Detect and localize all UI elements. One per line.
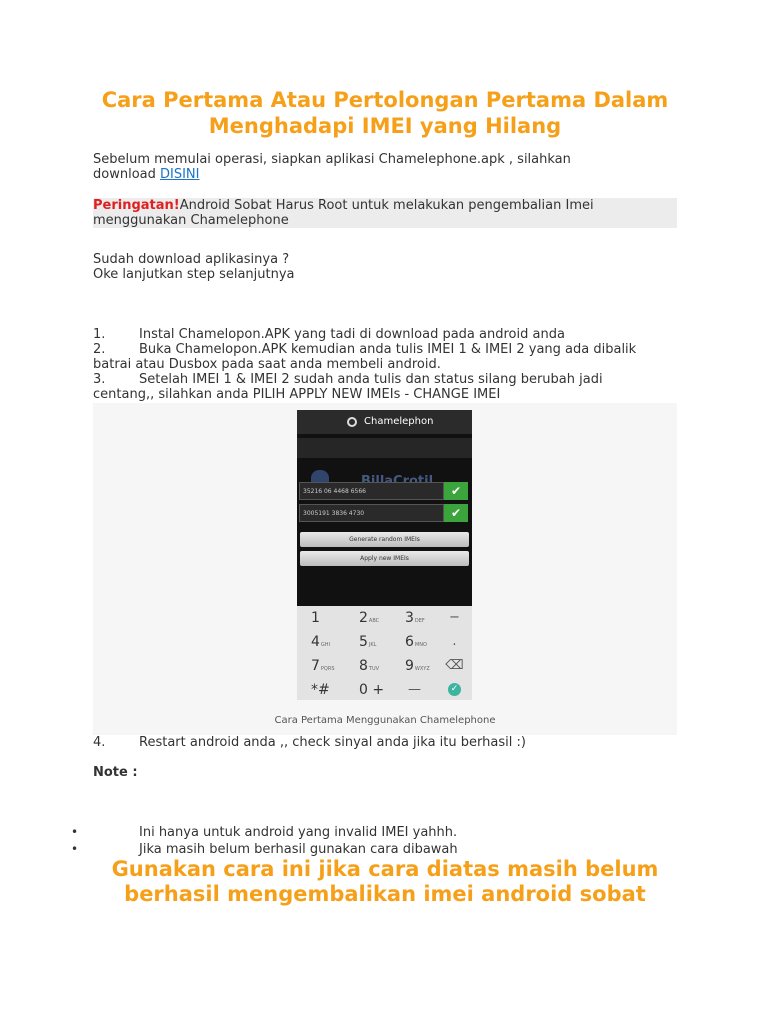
intro-text: Sebelum memulai operasi, siapkan aplikasi Chamelephone.apk , silahkan xyxy=(93,152,571,167)
warning-text-2: menggunakan Chamelephone xyxy=(93,213,289,228)
bullet-text: Jika masih belum berhasil gunakan cara dibawah xyxy=(139,842,458,857)
download-link[interactable]: DISINI xyxy=(160,167,200,182)
key-9: 9WXYZ xyxy=(405,658,430,674)
done-icon: ✓ xyxy=(433,678,472,700)
key-5: 5JKL xyxy=(359,634,377,650)
phone-screenshot xyxy=(297,410,472,700)
intro-text-2: download xyxy=(93,167,160,182)
key-8: 8TUV xyxy=(359,658,380,674)
app-title: Chamelephon xyxy=(364,416,434,427)
app-toolbar xyxy=(297,438,472,458)
key-0: 0 + xyxy=(359,682,385,698)
key-1: 1 xyxy=(311,610,320,626)
step-text-cont: centang,, silahkan anda PILIH APPLY NEW IMEIs - CHANGE IMEI xyxy=(93,387,501,402)
step-number: 2. xyxy=(93,342,106,357)
step-item-1 xyxy=(93,327,677,342)
step-text: Restart android anda ,, check sinyal anda jika itu berhasil :) xyxy=(139,735,526,750)
apply-imei-button: Apply new IMEIs xyxy=(300,551,469,566)
warning-label: Peringatan! xyxy=(93,198,180,213)
list-item xyxy=(71,825,677,840)
check-icon: ✔ xyxy=(444,504,468,522)
step-number: 4. xyxy=(93,735,106,750)
generate-imei-button: Generate random IMEIs xyxy=(300,532,469,547)
step-number: 1. xyxy=(93,327,106,342)
dot-icon: . xyxy=(452,634,457,649)
step-text: Setelah IMEI 1 & IMEI 2 sudah anda tulis dan status silang berubah jadi xyxy=(139,372,603,387)
step-number: 3. xyxy=(93,372,106,387)
imei-1-field: 35216 06 4468 6566 xyxy=(299,482,444,500)
note-label: Note : xyxy=(93,765,138,780)
key-4: 4GHI xyxy=(311,634,331,650)
app-titlebar xyxy=(297,410,472,434)
step-item-3 xyxy=(93,372,677,402)
check-icon: ✔ xyxy=(444,482,468,500)
key-6: 6MNO xyxy=(405,634,427,650)
backspace-icon: ⌫ xyxy=(445,658,464,673)
minus-icon: − xyxy=(449,610,460,625)
intro-paragraph xyxy=(93,152,571,182)
figure-caption: Cara Pertama Menggunakan Chamelephone xyxy=(274,715,496,726)
key-3: 3DEF xyxy=(405,610,425,626)
step-text: Buka Chamelopon.APK kemudian anda tulis IMEI 1 & IMEI 2 yang ada dibalik xyxy=(139,342,637,357)
app-logo-icon xyxy=(347,417,357,427)
bullet-icon: • xyxy=(71,842,79,856)
screenshot-figure xyxy=(93,403,677,735)
space-icon: — xyxy=(408,682,421,697)
warning-paragraph xyxy=(93,198,594,228)
question-paragraph xyxy=(93,252,295,282)
keypad xyxy=(297,606,472,700)
key-2: 2ABC xyxy=(359,610,380,626)
key-7: 7PQRS xyxy=(311,658,335,674)
list-item xyxy=(71,842,677,857)
question-line-1: Sudah download aplikasinya ? xyxy=(93,252,290,267)
question-line-2: Oke lanjutkan step selanjutnya xyxy=(93,267,295,282)
page-title: Cara Pertama Atau Pertolongan Pertama Dalam Menghadapi IMEI yang Hilang xyxy=(101,88,669,138)
step-text: Instal Chamelopon.APK yang tadi di download pada android anda xyxy=(139,327,565,342)
imei-2-field: 3005191 3836 4730 xyxy=(299,504,444,522)
bullet-icon: • xyxy=(71,825,79,839)
warning-text: Android Sobat Harus Root untuk melakukan pengembalian Imei xyxy=(179,198,594,213)
section-title: Gunakan cara ini jika cara diatas masih belum berhasil mengembalikan imei android sobat xyxy=(111,857,659,906)
step-item-4 xyxy=(93,735,677,750)
step-item-2 xyxy=(93,342,677,372)
key-star-hash: *# xyxy=(311,682,330,698)
step-text-cont: batrai atau Dusbox pada saat anda membeli android. xyxy=(93,357,441,372)
bullet-text: Ini hanya untuk android yang invalid IMEI yahhh. xyxy=(139,825,458,840)
